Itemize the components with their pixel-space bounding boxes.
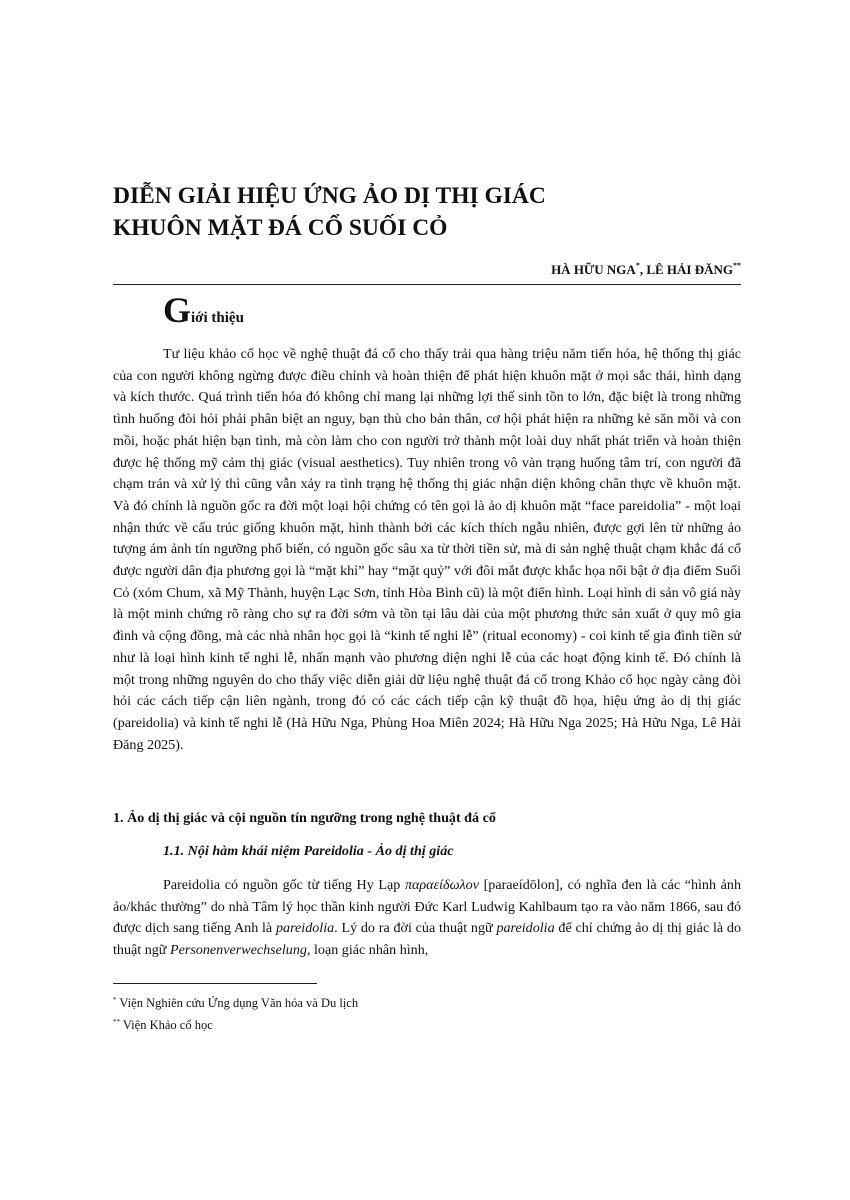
section-1-1-heading: 1.1. Nội hàm khái niệm Pareidolia - Ảo dị thị giác xyxy=(163,843,454,859)
author-2-footnote-mark[interactable]: ** xyxy=(733,261,741,270)
text-run: , loạn giác nhân hình, xyxy=(306,942,429,959)
text-run: Pareidolia có nguồn gốc từ tiếng Hy Lạp xyxy=(163,877,405,893)
footnote-2-text: Viện Khảo cổ học xyxy=(120,1018,213,1032)
footnote-1-mark: * xyxy=(113,996,117,1004)
text-run: để chỉ chứng ảo dị thị giác là do thuật ngữ xyxy=(113,920,742,959)
intro-heading-text: iới thiệu xyxy=(191,310,244,326)
header-rule xyxy=(113,284,741,285)
drop-cap: G xyxy=(163,290,192,330)
author-1: HÀ HỮU NGA xyxy=(551,262,636,277)
text-run: . Lý do ra đời của thuật ngữ xyxy=(334,920,497,937)
italic-term: pareidolia xyxy=(496,920,555,937)
author-separator: , xyxy=(639,262,647,277)
section-1-1-body xyxy=(113,875,741,962)
author-line xyxy=(551,261,741,278)
text-run: [paraeídōlon], có nghĩa đen là các “hình ảnh ảo/khác thường” do nhà Tâm lý học thần kinh người Đức Karl Ludwig Kahlbaum tạo ra vào năm 1866, sau đó được dịch sang tiếng Anh là xyxy=(113,877,741,937)
author-1-footnote-mark[interactable]: * xyxy=(635,261,640,270)
author-2: LÊ HẢI ĐĂNG xyxy=(646,262,733,277)
section-1-1-paragraph xyxy=(113,875,741,962)
section-1-heading: 1. Ảo dị thị giác và cội nguồn tín ngưỡng trong nghệ thuật đá cổ xyxy=(113,810,496,826)
footnote-1-text: Viện Nghiên cứu Ứng dụng Văn hóa và Du lịch xyxy=(116,996,359,1010)
footnote-2 xyxy=(113,1018,213,1033)
footnote-1 xyxy=(113,996,358,1011)
title-line-2: KHUÔN MẶT ĐÁ CỔ SUỐI CỎ xyxy=(113,215,448,241)
italic-term: Personenverwechselung xyxy=(169,942,307,959)
title-line-1: DIỄN GIẢI HIỆU ỨNG ẢO DỊ THỊ GIÁC xyxy=(113,183,546,209)
italic-term: pareidolia xyxy=(275,920,335,937)
footnote-2-mark: ** xyxy=(113,1018,120,1026)
greek-term: παραείδωλον xyxy=(404,877,479,893)
intro-paragraph: Tư liệu khảo cổ học về nghệ thuật đá cổ cho thấy trải qua hàng triệu năm tiến hóa, hệ thống thị giác của con người không ngừng được điều chỉnh và hoàn thiện để phát hiện khuôn mặt ở mọi sắc thái, hình dạng và kích thước. Quá trình tiến hóa đó không chỉ mang lại những lợi thế sinh tồn to lớn, đặc biệt là trong những tình huống đòi hỏi phải phân biệt an nguy, bạn thù cho bản thân, cơ hội phát hiện ra những kẻ săn mồi và con mồi, hoặc phát hiện bạn tình, mà còn làm cho con người trở thành một loài duy nhất phát triển và hoàn thiện được hệ thống mỹ cảm thị giác (visual aesthetics). Tuy nhiên trong vô vàn trạng huống tâm trí, con người đã chạm trán và xử lý thì cũng vẫn xảy ra tình trạng hệ thống thị giác nhận diện không chân thực về khuôn mặt. Và đó chính là nguồn gốc ra đời một loại hội chứng có tên gọi là ảo dị khuôn mặt “face pareidolia” - một loại nhận thức về cấu trúc giống khuôn mặt, hình thành bởi các kích thích ngẫu nhiên, được gợi lên từ những ảo tượng ám ảnh tín ngưỡng phổ biến, có nguồn gốc sâu xa từ thời tiền sử, mà di sản nghệ thuật chạm khắc đá cổ được người dân địa phương gọi là “mặt khỉ” hay “mặt quỷ” với đôi mắt được khắc họa nổi bật ở địa điểm Suối Cỏ (xóm Chum, xã Mỹ Thành, huyện Lạc Sơn, tỉnh Hòa Bình cũ) là một điển hình. Loại hình di sản vô giá này là một minh chứng rõ ràng cho sự ra đời sớm và tồn tại lâu dài của một phương thức sản xuất ở quy mô gia đình và cộng đồng, mà các nhà nhân học gọi là “kinh tế nghi lễ” (ritual economy) - coi kinh tế gia đình tiền sử như là loại hình kinh tế nghi lễ, nhấn mạnh vào phương diện nghi lễ của các hoạt động kinh tế. Đó chính là một trong những nguyên do cho thấy việc diễn giải dữ liệu nghệ thuật đá cổ trong Khảo cổ học ngày càng đòi hỏi các cách tiếp cận liên ngành, trong đó có các cách tiếp cận kỹ thuật đồ họa, hiệu ứng ảo dị thị giác (pareidolia) và kinh tế nghi lễ (Hà Hữu Nga, Phùng Hoa Miên 2024; Hà Hữu Nga 2025; Hà Hữu Nga, Lê Hải Đăng 2025). xyxy=(113,346,741,753)
article-title xyxy=(113,180,753,244)
intro-heading xyxy=(163,292,244,328)
intro-body xyxy=(113,344,741,756)
footnote-separator xyxy=(113,983,317,984)
